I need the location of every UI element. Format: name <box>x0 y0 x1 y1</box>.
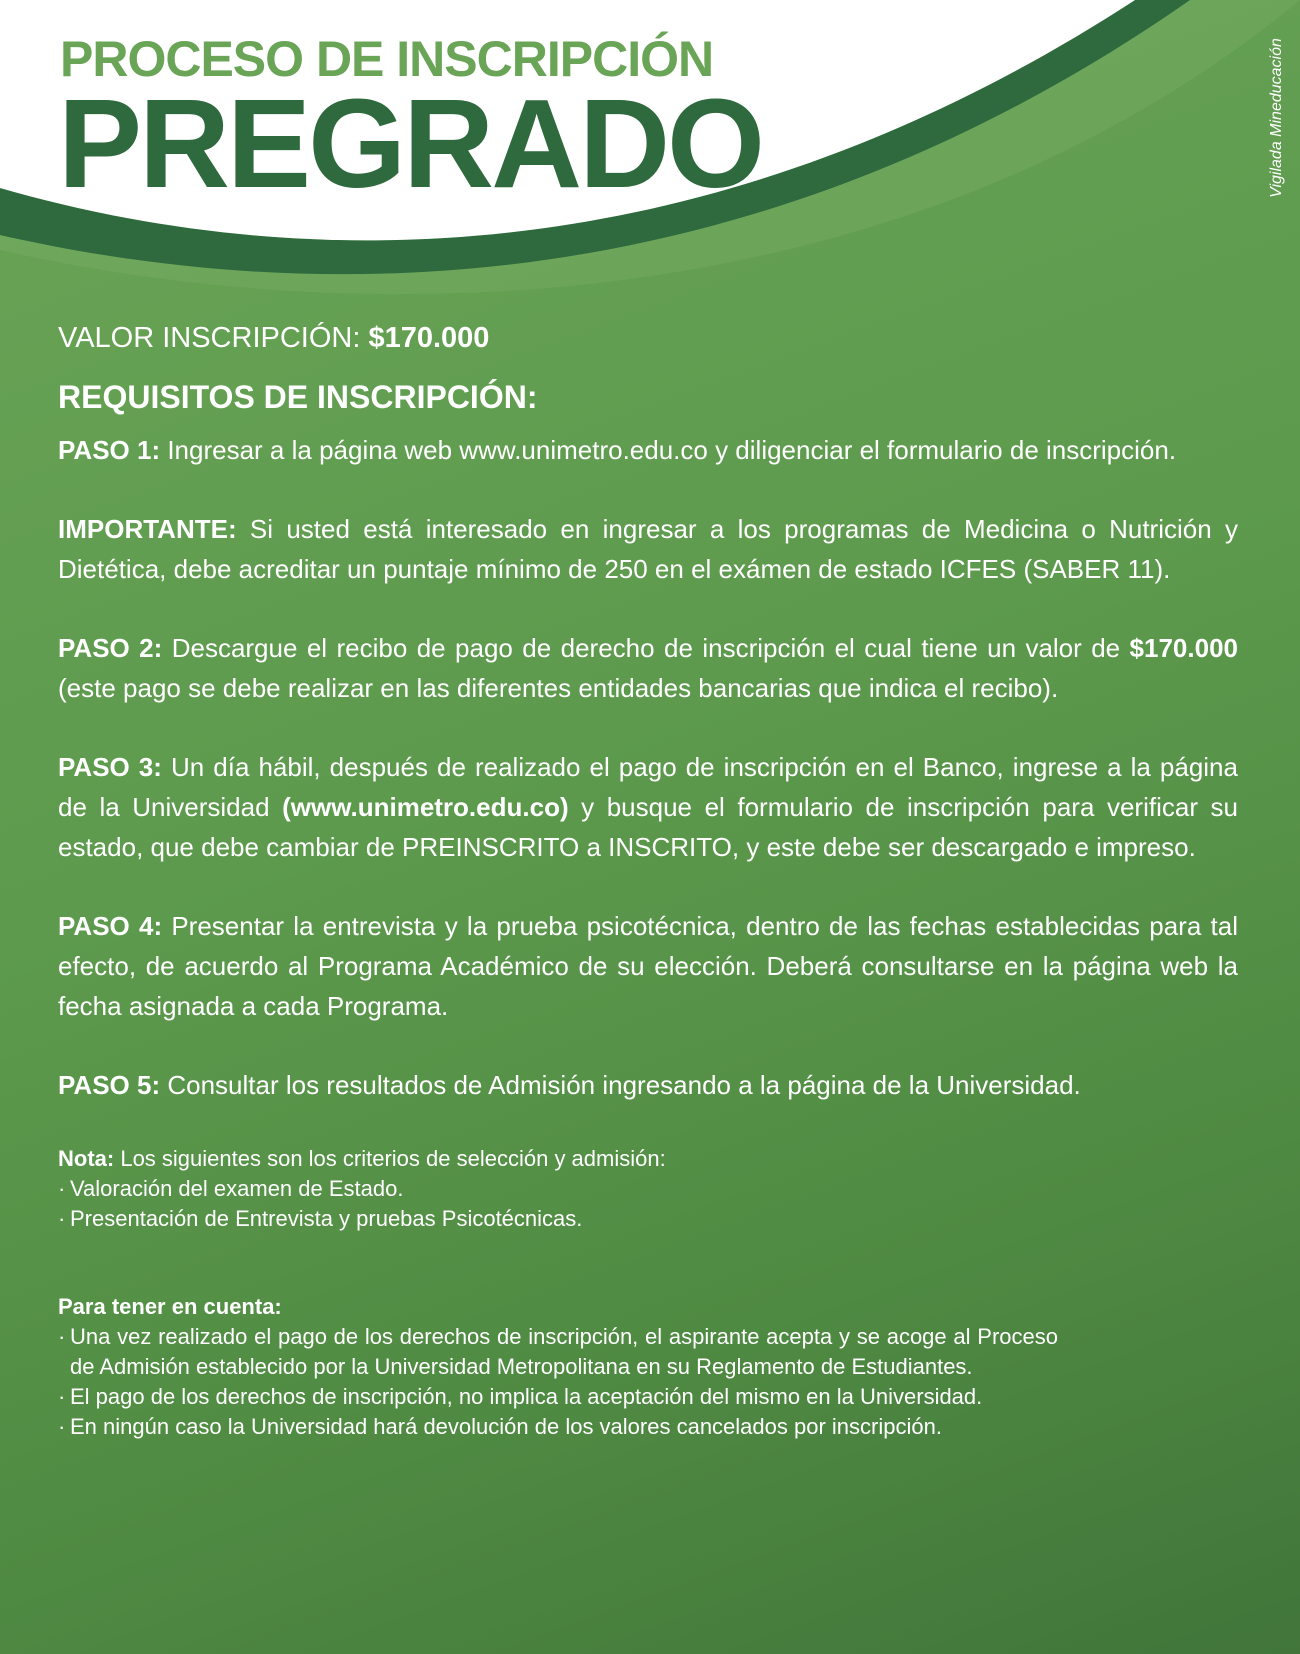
note-intro <box>58 1144 1238 1174</box>
requirements-heading: REQUISITOS DE INSCRIPCIÓN: <box>58 379 538 415</box>
step-label: PASO 1: <box>58 435 161 465</box>
step-4 <box>58 906 1238 1026</box>
main-content <box>58 322 1238 1442</box>
step-text: Descargue el recibo de pago de derecho de inscripción el cual tiene un valor de <box>162 633 1130 663</box>
list-item: · Una vez realizado el pago de los derechos de inscripción, el aspirante acepta y se acoge al Proceso de Admisión establecido por la Universidad Metropolitana en su Reglamento de Estudiantes. <box>58 1322 1058 1382</box>
fee-amount: $170.000 <box>368 322 490 354</box>
university-url: (www.unimetro.edu.co) <box>282 792 569 822</box>
step-3 <box>58 747 1238 867</box>
step-amount: $170.000 <box>1129 633 1238 663</box>
step-5 <box>58 1065 1238 1105</box>
step-text: Si usted está interesado en ingresar a los programas de Medicina o Nutrición y Dietética, debe acreditar un puntaje mínimo de 250 en el exámen de estado ICFES (SABER 11). <box>58 514 1238 584</box>
header-title: PREGRADO <box>58 73 763 214</box>
step-label: PASO 5: <box>58 1070 161 1100</box>
step-text: Ingresar a la página web www.unimetro.edu.co y diligenciar el formulario de inscripción. <box>160 435 1177 465</box>
note-list <box>58 1174 1238 1234</box>
step-2 <box>58 628 1238 708</box>
step-label: PASO 4: <box>58 911 163 941</box>
step-text: Presentar la entrevista y la prueba psicotécnica, dentro de las fechas establecidas para tal efecto, de acuerdo al Programa Académico de su elección. Deberá consultarse en la página web la fecha asignada a cada Programa. <box>58 911 1238 1021</box>
registration-fee <box>58 322 1238 355</box>
list-item: · El pago de los derechos de inscripción, no implica la aceptación del mismo en la Universidad. <box>58 1382 1058 1412</box>
note-label: Nota: <box>58 1146 115 1171</box>
step-label: PASO 3: <box>58 752 162 782</box>
step-label: PASO 2: <box>58 633 163 663</box>
selection-note <box>58 1144 1238 1234</box>
list-item: · Valoración del examen de Estado. <box>58 1174 1238 1204</box>
header-subtitle: PROCESO DE INSCRIPCIÓN <box>60 31 714 87</box>
considerations-heading: Para tener en cuenta: <box>58 1294 282 1319</box>
important-notice <box>58 509 1238 589</box>
vigilada-mineducacion-tag: Vigilada Mineducación <box>1268 38 1285 198</box>
considerations <box>58 1292 1058 1442</box>
step-text: Consultar los resultados de Admisión ingresando a la página de la Universidad. <box>160 1070 1081 1100</box>
step-text: y busque el formulario de inscripción para verificar su estado, que debe cambiar de PREINSCRITO a INSCRITO, y este debe ser descargado e impreso. <box>58 792 1238 862</box>
step-text: (este pago se debe realizar en las diferentes entidades bancarias que indica el recibo). <box>58 673 1059 703</box>
list-item: · En ningún caso la Universidad hará devolución de los valores cancelados por inscripción. <box>58 1412 1058 1442</box>
considerations-list <box>58 1322 1058 1442</box>
fee-label: VALOR INSCRIPCIÓN: <box>58 322 361 354</box>
list-item: · Presentación de Entrevista y pruebas Psicotécnicas. <box>58 1204 1238 1234</box>
step-1 <box>58 430 1238 470</box>
note-text: Los siguientes son los criterios de selección y admisión: <box>114 1146 666 1171</box>
step-text: Un día hábil, después de realizado el pago de inscripción en el Banco, ingrese a la página de la Universidad <box>58 752 1238 822</box>
step-label: IMPORTANTE: <box>58 514 237 544</box>
